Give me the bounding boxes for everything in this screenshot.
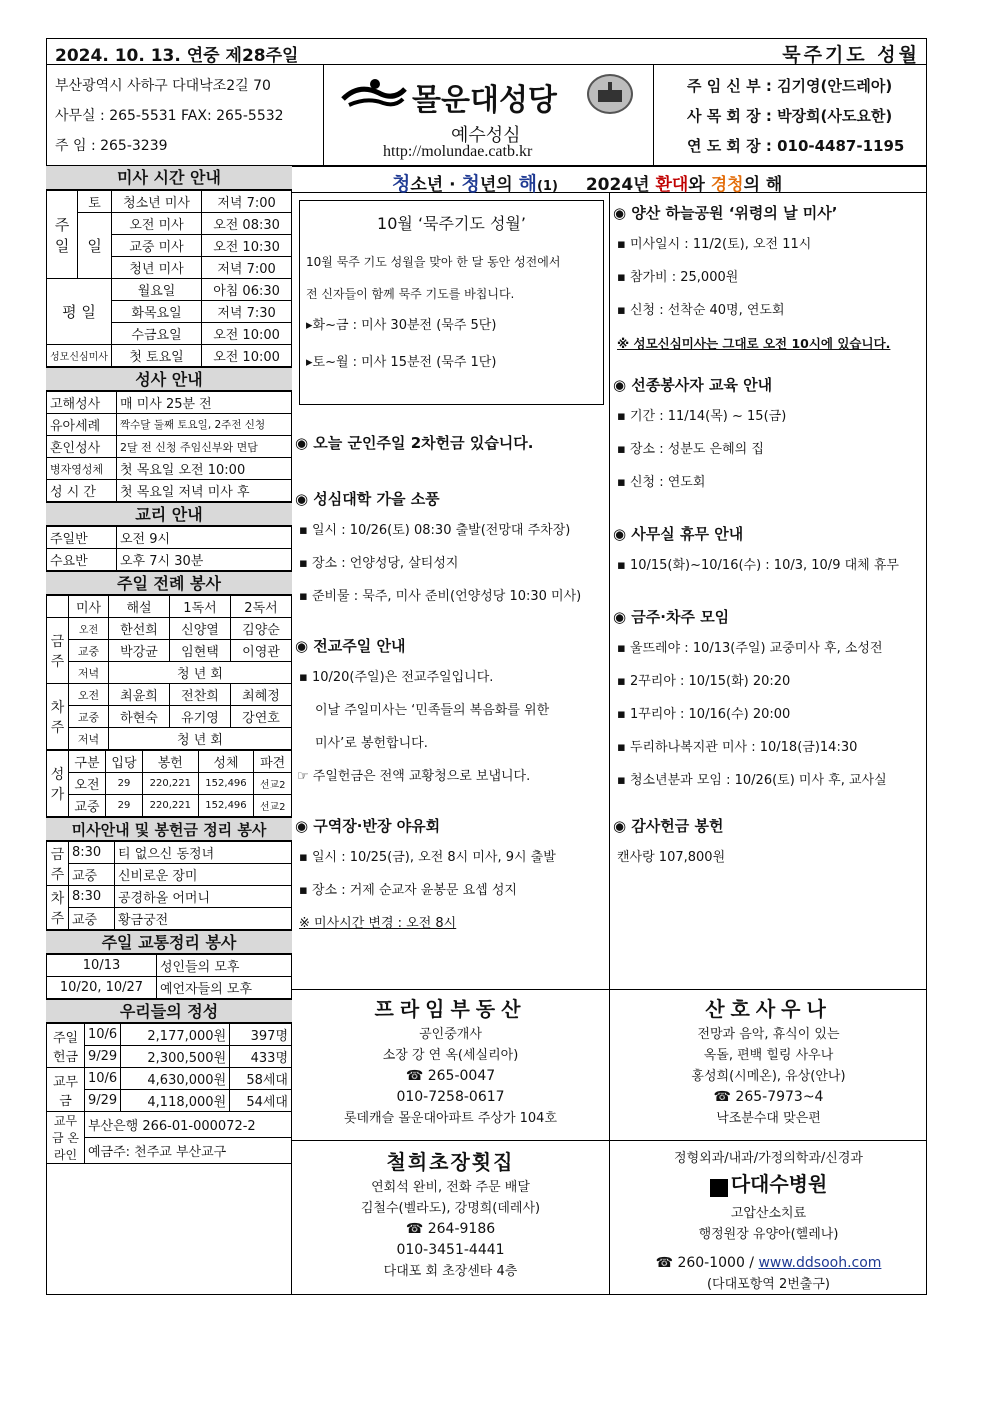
notice-memorial-mass: ◉ 양산 하늘공원 ‘위령의 날 미사’	[613, 204, 838, 222]
church-logo-icon	[339, 75, 409, 113]
offering-service-title: 미사안내 및 봉헌금 정리 봉사	[46, 817, 292, 841]
notice-thanks-offering: ◉ 감사헌금 봉헌	[613, 817, 724, 835]
choir-table: 성가 구분 입당 봉헌 성체 파견 오전 29 220,221 152,496 선교2 교중 29 220,221 152,496 선교2	[46, 750, 292, 817]
sincerity-table: 주일 헌금 10/6 2,177,000원 397명 9/29 2,300,500원 433명 교무금 10/6 4,630,000원 58세대 9/29 4,118,000원 54세대 교무금 온라인 부산은행 266-01-000072-2 예금주: 천주교 부산교구	[46, 1023, 292, 1164]
liturgy-title: 주일 전례 봉사	[46, 571, 292, 595]
sacrament-table: 고해성사 매 미사 25분 전 유아세례 짝수달 둘째 토요일, 2주전 신청 혼인성사 2달 전 신청 주임신부와 면담 병자영성체 첫 목요일 오전 10:00 성 시 간 첫 목요일 저녁 미사 후	[46, 391, 292, 502]
council: 사 목 회 장 : 박장희(사도요한)	[687, 107, 893, 125]
middle-notices: ◉ 오늘 군인주일 2차헌금 있습니다. ◉ 성심대학 가을 소풍 ▪ 일시 : 10/26(토) 08:30 출발(전망대 주차장) ▪ 장소 : 언양성당, 살티성지 ▪ 준비물 : 묵주, 미사 준비(언양성당 10:30 미사) ◉ 전교주일 안내 ▪ 10/20(주일)은 전교주일입니다. 이날 주일미사는 ‘민족들의 복음화를 위한 미사’로 봉헌합니다. ☞ 주일헌금은 전액 교황청으로 보냅니다. ◉ 구역장·반장 야유회 ▪ 일시 : 10/25(금), 오전 8시 미사, 9시 출발 ▪ 장소 : 거제 순교자 윤봉문 요셉 성지 ※ 미사시간 변경 : 오전 8시	[295, 428, 607, 940]
sub-name: 예수성심	[451, 125, 521, 146]
notice-meetings: ◉ 금주·차주 모임	[613, 608, 730, 626]
sincerity-title: 우리들의 정성	[46, 999, 292, 1023]
priest: 주 임 신 부 : 김기영(안드레아)	[687, 77, 893, 95]
notice-military: ◉ 오늘 군인주일 2차헌금 있습니다.	[295, 434, 534, 452]
catechism-title: 교리 안내	[46, 502, 292, 526]
mass-table: 주 일 토 청소년 미사 저녁 7:00 일 오전 미사 오전 08:30 교중 미사 오전 10:30 청년 미사 저녁 7:00 평 일 월요일 아침 06:30 화목요일 저녁 7:30 수금요일 오전 10:00 성모신심미사 첫 토요일 오전 10:00	[46, 190, 292, 367]
traffic-table: 10/13 성인들의 모후 10/20, 10/27 예언자들의 모후	[46, 954, 292, 999]
church-url[interactable]: http://molundae.catb.kr	[383, 143, 533, 160]
traffic-title: 주일 교통정리 봉사	[46, 930, 292, 954]
notice-outing: ◉ 구역장·반장 야유회	[295, 817, 441, 835]
address: 부산광역시 사하구 다대낙조2길 70	[55, 78, 271, 94]
mass-title: 미사 시간 안내	[46, 166, 292, 190]
ad-sashimi: 철희초장횟집 연회석 완비, 전화 주문 배달 김철수(벨라도), 강명희(데레사) ☎ 264-9186 010-3451-4441 다대포 회 초장센타 4층	[360, 1150, 541, 1279]
notice-volunteer-training: ◉ 선종봉사자 교육 안내	[613, 376, 773, 394]
hospital-logo-icon	[710, 1179, 728, 1197]
notice-mission: ◉ 전교주일 안내	[295, 637, 406, 655]
catechism-table: 주일반 오전 9시 수요반 오후 7시 30분	[46, 526, 292, 571]
church-building-icon	[587, 74, 633, 114]
right-notices: ◉ 양산 하늘공원 ‘위령의 날 미사’ ▪ 미사일시 : 11/2(토), 오전 11시 ▪ 참가비 : 25,000원 ▪ 신청 : 선착순 40명, 연도회 ※ 성모신심미사는 그대로 오전 10시에 있습니다. ◉ 선종봉사자 교육 안내 ▪ 기간 : 11/14(목) ~ 15(금) ▪ 장소 : 성분도 은혜의 집 ▪ 신청 : 연도회 ◉ 사무실 휴무 안내 ▪ 10/15(화)~10/16(수) : 10/3, 10/9 대체 휴무 ◉ 금주·차주 모임 ▪ 울뜨레야 : 10/13(주일) 교중미사 후, 소성전 ▪ 2꾸리아 : 10/15(화) 20:20 ▪ 1꾸리아 : 10/16(수) 20:00 ▪ 두리하나복지관 미사 : 10/18(금)14:30 ▪ 청소년분과 모임 : 10/26(토) 미사 후, 교사실 ◉ 감사헌금 봉헌 캔사랑 107,800원	[613, 198, 925, 874]
sunday-label: 주 일	[47, 191, 78, 279]
sacrament-title: 성사 안내	[46, 367, 292, 391]
hospital-link[interactable]: www.ddsooh.com	[758, 1255, 882, 1271]
residence-phone: 주 임 : 265-3239	[55, 138, 168, 154]
left-column	[46, 166, 292, 1164]
liturgy-table: 미사 해설 1독서 2독서 금주 오전 한선희 신양열 김양순 교중 박강균 임현택 이영관 저녁 청 년 회 차주 오전 최윤희 전찬희 최혜정 교중 하현숙 유기영 강연호 저녁 청 년 회	[46, 595, 292, 750]
ad-hospital: 정형외과/내과/가정의학과/신경과 다대수병원 고압산소치료 행정원장 유양아(헬레나) ☎ 260-1000 / www.ddsooh.com (다대포항역 2번출구)	[655, 1151, 882, 1292]
header	[46, 38, 927, 166]
notice-picnic: ◉ 성심대학 가을 소풍	[295, 490, 440, 508]
notice-office-closed: ◉ 사무실 휴무 안내	[613, 525, 744, 543]
year-banner: 청소년 · 청년의 해(1) 2024년 환대와 경청의 해	[392, 173, 783, 195]
ad-sauna: 산호사우나 전망과 음악, 휴식이 있는 옥돌, 편백 힐링 사우나 홍성희(시메온), 유상(안나) ☎ 265-7973~4 낙조분수대 맞은편	[691, 997, 846, 1126]
office-phone: 사무실 : 265-5531 FAX: 265-5532	[55, 108, 284, 124]
offering-service-table: 금주 8:30 티 없으신 동정녀 교중 신비로운 장미 차주 8:30 공경하올 어머니 교중 황금궁전	[46, 841, 292, 930]
date-line: 2024. 10. 13. 연중 제28주일	[55, 46, 299, 66]
ad-prime-realty: 프라임부동산 공인중개사 소장 강 연 옥(세실리아) ☎ 265-0047 010-7258-0617 롯데캐슬 몰운대아파트 주상가 104호	[343, 997, 558, 1126]
month-title: 묵주기도 성월	[782, 44, 920, 66]
youth-contact: 연 도 회 장 : 010-4487-1195	[687, 137, 905, 155]
rosary-box: 10월 ‘묵주기도 성월’ 10월 묵주 기도 성월을 맞아 한 달 동안 성전에서 전 신자들이 함께 묵주 기도를 바칩니다. ▸화~금 : 미사 30분전 (묵주 5단) ▸토~월 : 미사 15분전 (묵주 1단)	[299, 200, 604, 405]
church-name: 몰운대성당	[412, 83, 557, 118]
